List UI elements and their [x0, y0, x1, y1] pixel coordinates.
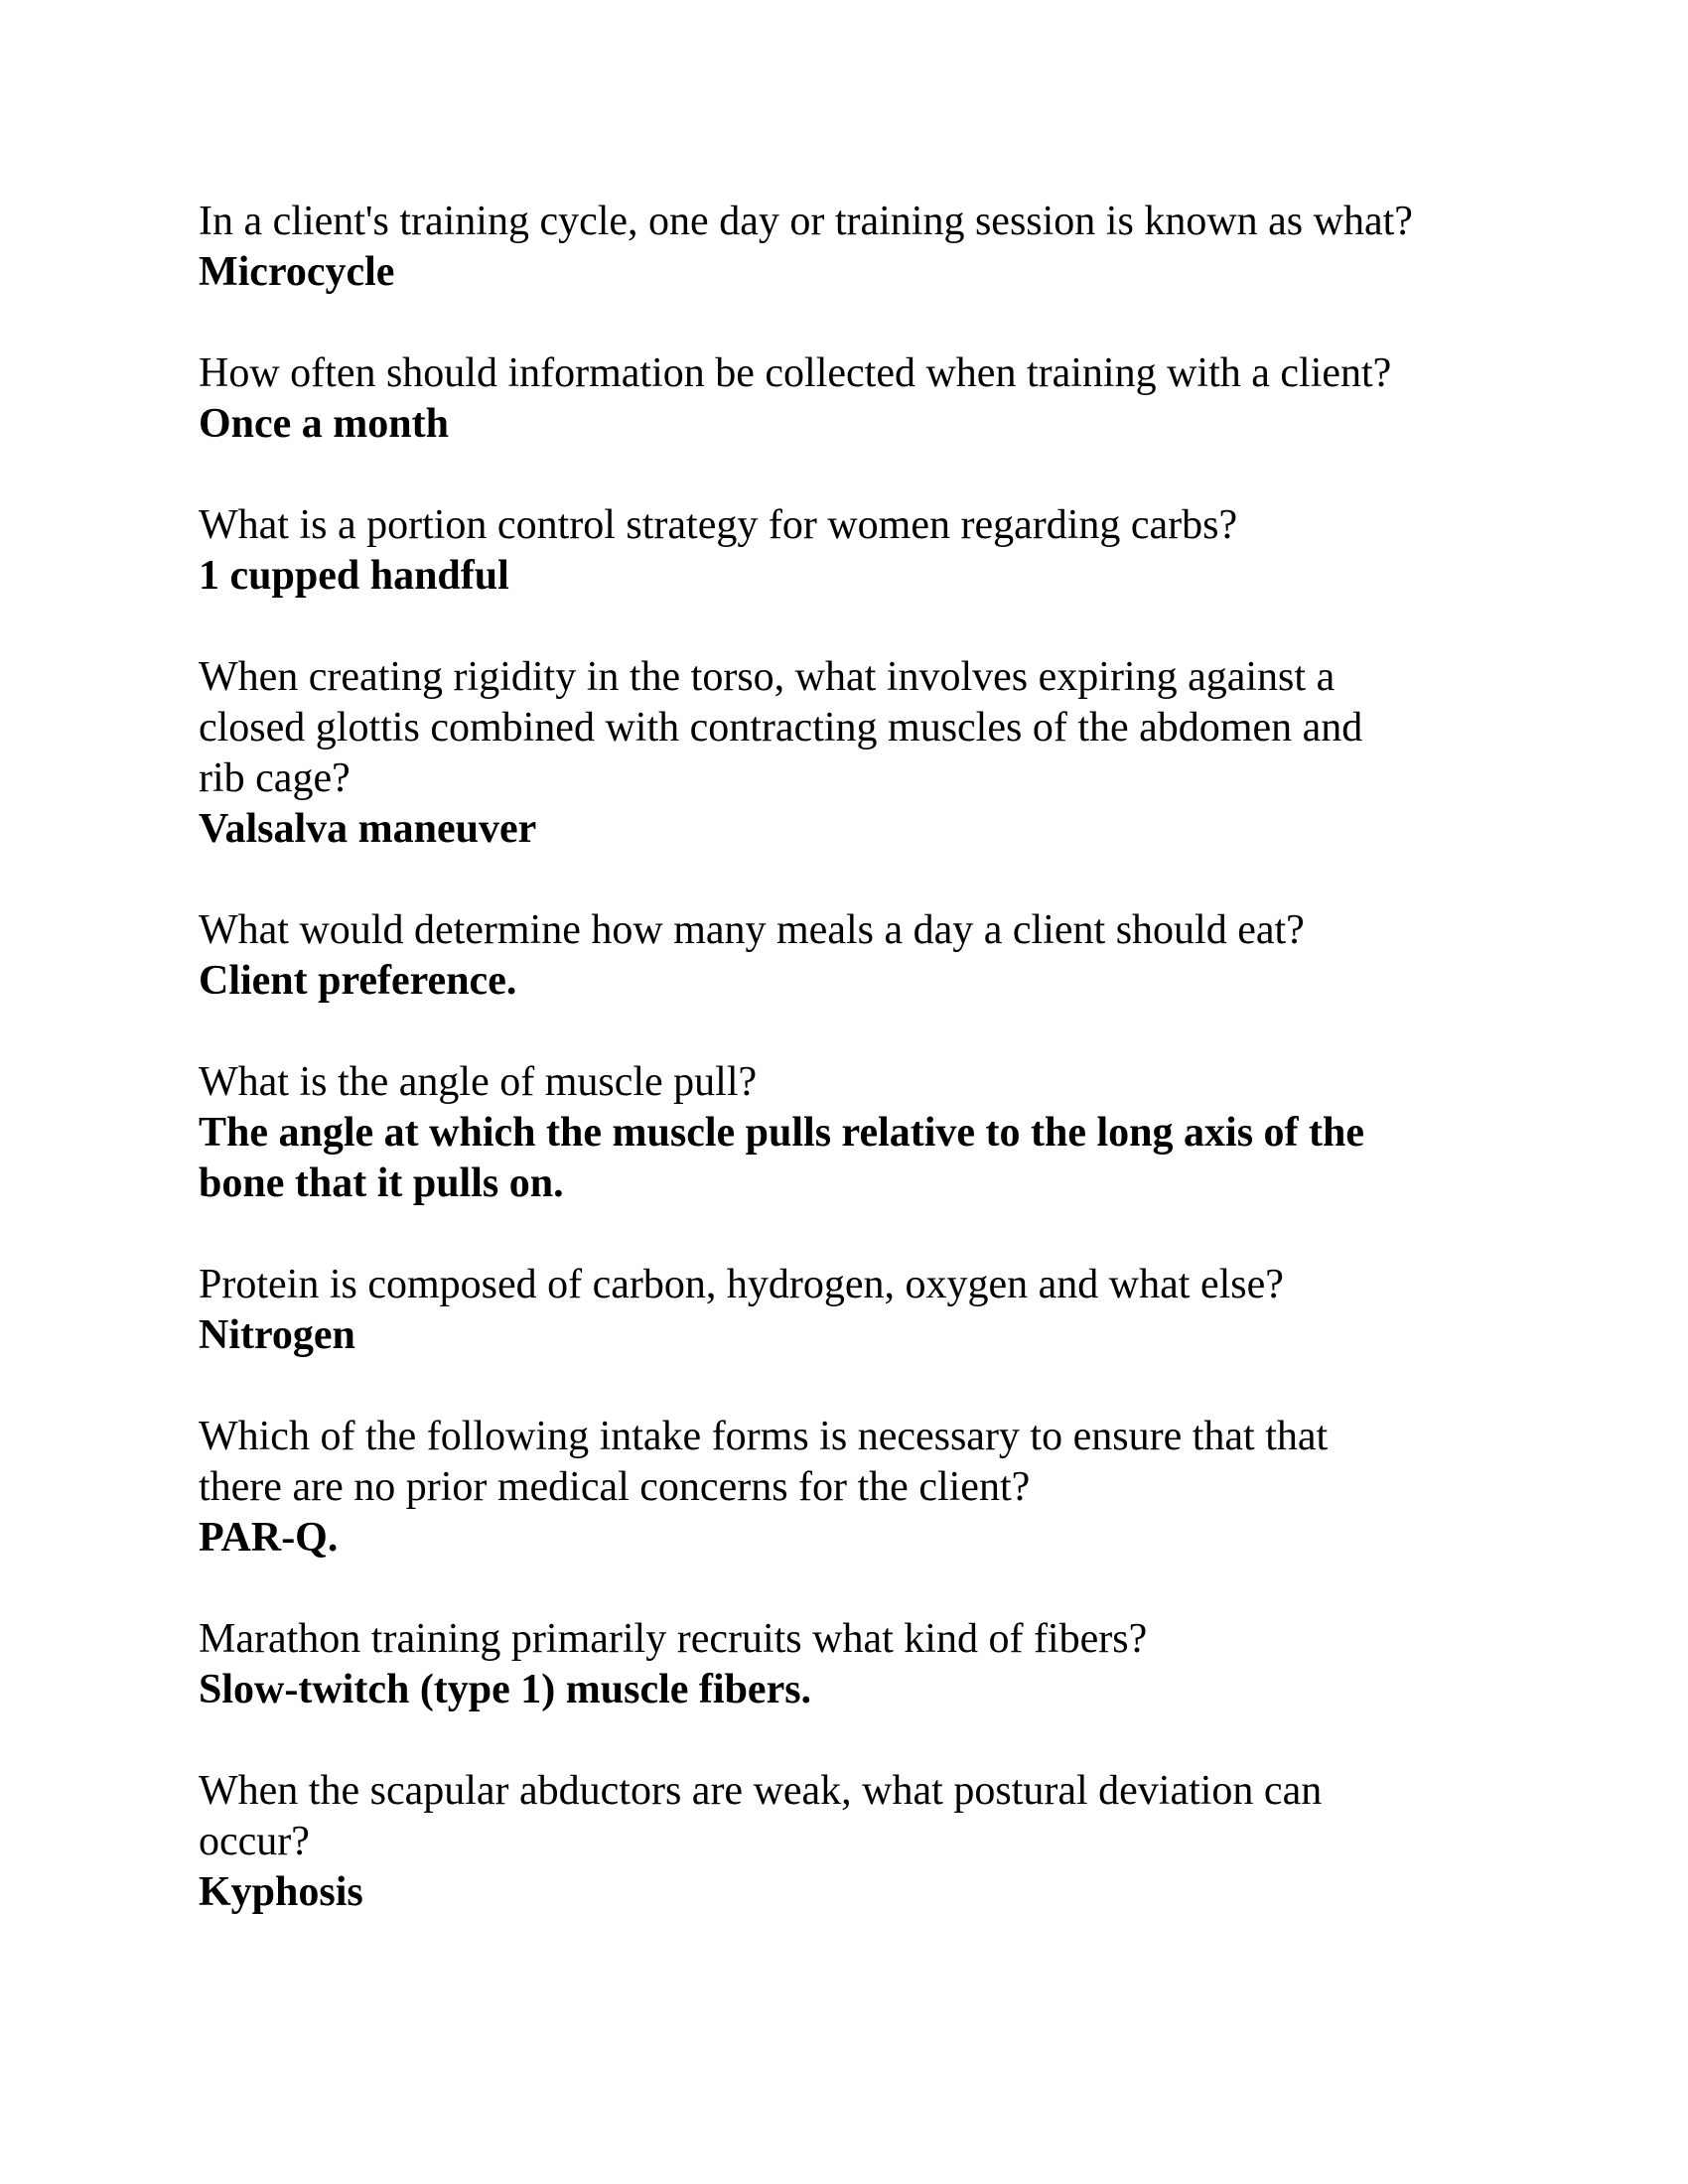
answer-line: Nitrogen	[199, 1312, 355, 1358]
question-text	[199, 1766, 1509, 1867]
answer-text	[199, 1665, 1509, 1715]
question-line: When the scapular abductors are weak, what postural deviation can	[199, 1768, 1323, 1814]
answer-text	[199, 1310, 1509, 1361]
question-text	[199, 1614, 1509, 1665]
qa-item	[199, 905, 1509, 1007]
question-line: Which of the following intake forms is necessary to ensure that that	[199, 1414, 1329, 1459]
qa-item	[199, 197, 1509, 298]
answer-line: The angle at which the muscle pulls relative to the long axis of the	[199, 1110, 1365, 1156]
question-text	[199, 652, 1509, 804]
question-line: closed glottis combined with contracting muscles of the abdomen and	[199, 705, 1363, 751]
answer-text	[199, 399, 1509, 450]
question-text	[199, 905, 1509, 956]
answer-line: Kyphosis	[199, 1869, 363, 1915]
question-line: occur?	[199, 1819, 310, 1864]
answer-line: Client preference.	[199, 958, 517, 1004]
question-line: How often should information be collected when training with a client?	[199, 350, 1392, 396]
answer-line: Once a month	[199, 401, 449, 447]
qa-item	[199, 1614, 1509, 1715]
answer-text	[199, 1513, 1509, 1564]
question-line: rib cage?	[199, 755, 351, 801]
answer-line: bone that it pulls on.	[199, 1160, 564, 1206]
question-line: What is a portion control strategy for women regarding carbs?	[199, 502, 1238, 548]
question-text	[199, 1412, 1509, 1513]
answer-text	[199, 247, 1509, 298]
question-line: When creating rigidity in the torso, what involves expiring against a	[199, 654, 1336, 700]
question-text	[199, 348, 1509, 399]
question-line: What would determine how many meals a day a client should eat?	[199, 907, 1305, 953]
qa-item	[199, 1260, 1509, 1361]
qa-item	[199, 1766, 1509, 1918]
answer-text	[199, 804, 1509, 855]
answer-line: 1 cupped handful	[199, 553, 509, 599]
question-text	[199, 1260, 1509, 1310]
qa-list	[199, 197, 1509, 1969]
answer-line: Slow-twitch (type 1) muscle fibers.	[199, 1667, 812, 1712]
answer-text	[199, 956, 1509, 1007]
answer-text	[199, 1867, 1509, 1918]
question-line: Protein is composed of carbon, hydrogen, oxygen and what else?	[199, 1262, 1284, 1307]
question-text	[199, 197, 1509, 247]
question-text	[199, 500, 1509, 551]
answer-line: PAR-Q.	[199, 1515, 339, 1561]
question-text	[199, 1057, 1509, 1108]
qa-item	[199, 1057, 1509, 1209]
answer-text	[199, 551, 1509, 602]
question-line: Marathon training primarily recruits what kind of fibers?	[199, 1616, 1148, 1662]
qa-item	[199, 652, 1509, 855]
qa-item	[199, 348, 1509, 450]
qa-item	[199, 500, 1509, 602]
answer-text	[199, 1108, 1509, 1209]
answer-line: Microcycle	[199, 249, 395, 295]
qa-item	[199, 1412, 1509, 1564]
question-line: What is the angle of muscle pull?	[199, 1059, 758, 1105]
question-line: there are no prior medical concerns for the client?	[199, 1464, 1031, 1510]
question-line: In a client's training cycle, one day or training session is known as what?	[199, 199, 1413, 244]
answer-line: Valsalva maneuver	[199, 806, 537, 852]
